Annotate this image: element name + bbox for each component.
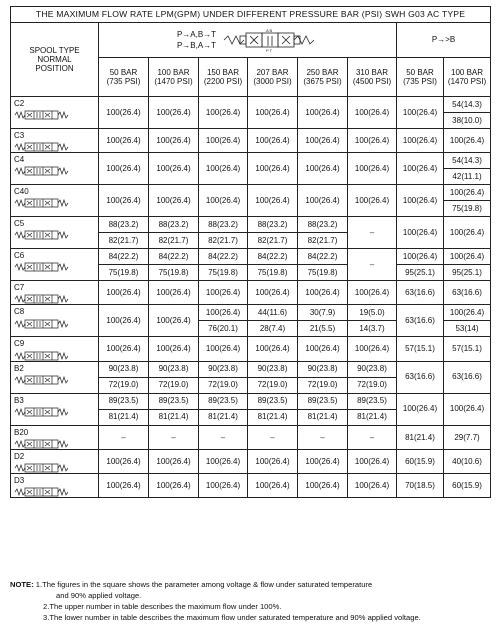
spool-cell (11, 425, 99, 449)
spool-code: C4 (14, 155, 25, 165)
flow-cell-lower: 75(19.8) (444, 201, 491, 217)
flow-cell-upper: 88(23.2) (99, 217, 149, 233)
table-title: THE MAXIMUM FLOW RATE LPM(GPM) UNDER DIFFERENT PRESSURE BAR (PSI) SWH G03 AC TYPE (11, 7, 491, 23)
pressure-header: 100 BAR (1470 PSI) (444, 58, 491, 97)
flow-cell-lower: 72(19.0) (348, 377, 397, 393)
flow-cell-upper: 90(23.8) (248, 361, 298, 377)
flow-cell-upper: 84(22.2) (99, 249, 149, 265)
flow-cell: 63(16.6) (397, 305, 444, 337)
spool-cell (11, 153, 99, 185)
flow-cell: 100(26.4) (248, 129, 298, 153)
flow-cell: 100(26.4) (199, 185, 248, 217)
flow-cell: 100(26.4) (298, 337, 348, 361)
flow-cell: 100(26.4) (348, 281, 397, 305)
flow-cell-lower: 75(19.8) (298, 265, 348, 281)
flow-cell: 100(26.4) (397, 97, 444, 129)
flow-cell: 100(26.4) (348, 185, 397, 217)
flow-cell: 100(26.4) (248, 281, 298, 305)
note-1b: and 90% applied voltage. (56, 591, 142, 600)
flow-cell: 100(26.4) (397, 153, 444, 185)
table-row (11, 185, 491, 201)
spool-cell (11, 305, 99, 337)
flow-cell: – (149, 425, 199, 449)
sym-c3-icon (14, 141, 72, 152)
flow-cell-lower: 53(14) (444, 321, 491, 337)
flow-cell: 100(26.4) (199, 473, 248, 497)
flow-cell: 100(26.4) (248, 153, 298, 185)
spool-cell (11, 449, 99, 473)
flow-cell: 57(15.1) (444, 337, 491, 361)
pressure-header: 150 BAR (2200 PSI) (199, 58, 248, 97)
flow-cell: 100(26.4) (298, 129, 348, 153)
flow-cell-upper: 88(23.2) (248, 217, 298, 233)
svg-text:A B: A B (266, 28, 273, 33)
note-1a: 1.The figures in the square shows the parameter among voltage & flow under saturated temperature (35, 580, 373, 589)
flow-cell: – (199, 425, 248, 449)
flow-cell: 100(26.4) (99, 129, 149, 153)
flow-cell-lower: 21(5.5) (298, 321, 348, 337)
pressure-header: 310 BAR (4500 PSI) (348, 58, 397, 97)
flow-cell: 100(26.4) (348, 129, 397, 153)
spool-code: D3 (14, 475, 25, 485)
flow-cell-upper: 89(23.5) (348, 393, 397, 409)
flow-cell-upper: 84(22.2) (298, 249, 348, 265)
flow-cell: 100(26.4) (444, 129, 491, 153)
spool-cell (11, 97, 99, 129)
table-row (11, 217, 491, 233)
flow-cell-upper: 44(11.6) (248, 305, 298, 321)
valve-symbol-icon (222, 27, 318, 53)
table-row (11, 305, 491, 321)
flow-cell: 100(26.4) (99, 281, 149, 305)
flow-cell-lower: 38(10.0) (444, 113, 491, 129)
svg-text:P T: P T (266, 48, 273, 53)
flow-cell-upper: 100(26.4) (199, 305, 248, 321)
flow-cell: 100(26.4) (149, 153, 199, 185)
flow-cell: 100(26.4) (397, 217, 444, 249)
spool-code: C5 (14, 219, 25, 229)
sym-c6-icon (14, 261, 72, 272)
flow-cell-lower: 72(19.0) (248, 377, 298, 393)
spool-cell (11, 361, 99, 393)
spool-code: D2 (14, 451, 25, 461)
flow-cell: – (248, 425, 298, 449)
flow-cell-lower: 82(21.7) (248, 233, 298, 249)
flow-cell: 100(26.4) (99, 337, 149, 361)
sym-d2-icon (14, 462, 72, 473)
pressure-header: 50 BAR (735 PSI) (397, 58, 444, 97)
flow-cell-upper: 89(23.5) (298, 393, 348, 409)
pressure-header: 50 BAR (735 PSI) (99, 58, 149, 97)
flow-cell: 100(26.4) (397, 185, 444, 217)
flow-cell-lower: 82(21.7) (298, 233, 348, 249)
flow-cell: 100(26.4) (99, 185, 149, 217)
flow-cell: 100(26.4) (149, 305, 199, 337)
flow-cell: 63(16.6) (397, 361, 444, 393)
flow-cell-lower: 82(21.7) (149, 233, 199, 249)
flow-cell-lower: 75(19.8) (248, 265, 298, 281)
spool-cell (11, 393, 99, 425)
flow-cell: 40(10.6) (444, 449, 491, 473)
flow-cell-upper: 84(22.2) (248, 249, 298, 265)
flow-cell-upper: 88(23.2) (298, 217, 348, 233)
flow-cell-lower: 14(3.7) (348, 321, 397, 337)
flow-cell: 100(26.4) (444, 393, 491, 425)
flow-cell-lower: 28(7.4) (248, 321, 298, 337)
flow-cell: 100(26.4) (199, 337, 248, 361)
flow-cell: 81(21.4) (397, 425, 444, 449)
flow-cell: 63(16.6) (444, 361, 491, 393)
flow-cell-upper: 54(14.3) (444, 97, 491, 113)
flow-cell: 100(26.4) (248, 97, 298, 129)
flow-cell: 100(26.4) (248, 449, 298, 473)
flow-cell: 100(26.4) (199, 153, 248, 185)
flow-cell: 100(26.4) (199, 97, 248, 129)
flow-cell: 100(26.4) (298, 281, 348, 305)
flow-cell-lower: 81(21.4) (149, 409, 199, 425)
sym-d3-icon (14, 486, 72, 497)
flow-cell-upper: 90(23.8) (149, 361, 199, 377)
flow-cell: 100(26.4) (149, 449, 199, 473)
spool-code: C3 (14, 131, 25, 140)
flow-cell-lower: 82(21.7) (199, 233, 248, 249)
flow-cell: 100(26.4) (199, 281, 248, 305)
flow-cell: 63(16.6) (397, 281, 444, 305)
sym-b2-icon (14, 374, 72, 385)
sym-c8-icon (14, 318, 72, 329)
flow-cell: 100(26.4) (348, 449, 397, 473)
flow-cell-upper: 89(23.5) (248, 393, 298, 409)
flow-cell-lower: 42(11.1) (444, 169, 491, 185)
spool-code: B20 (14, 427, 29, 437)
spool-cell (11, 217, 99, 249)
flow-cell-upper: 88(23.2) (149, 217, 199, 233)
flow-cell-upper: 88(23.2) (199, 217, 248, 233)
flow-cell: 100(26.4) (444, 217, 491, 249)
flow-cell: – (348, 425, 397, 449)
sym-c7-icon (14, 293, 72, 304)
flow-cell-lower: 95(25.1) (444, 265, 491, 281)
flow-cell: 100(26.4) (99, 305, 149, 337)
flow-path-header: P→A,B→T P→B,A→T A B P T (99, 23, 397, 58)
flow-cell: – (348, 249, 397, 281)
flow-cell-lower: 72(19.0) (298, 377, 348, 393)
flow-cell-lower: 82(21.7) (99, 233, 149, 249)
flow-cell: 100(26.4) (99, 449, 149, 473)
spool-cell (11, 129, 99, 153)
flow-cell: 100(26.4) (149, 185, 199, 217)
sym-b20-icon (14, 438, 72, 449)
spool-code: C9 (14, 339, 25, 349)
flow-cell-upper: 84(22.2) (149, 249, 199, 265)
flow-cell-lower: 81(21.4) (248, 409, 298, 425)
sym-c2-icon (14, 109, 72, 120)
flow-cell: 100(26.4) (149, 281, 199, 305)
spool-cell (11, 473, 99, 497)
flow-cell: – (348, 217, 397, 249)
sym-c9-icon (14, 350, 72, 361)
flow-cell-upper: 89(23.5) (199, 393, 248, 409)
spool-cell (11, 337, 99, 361)
flow-cell-upper: 19(5.0) (348, 305, 397, 321)
flow-cell-lower: 81(21.4) (99, 409, 149, 425)
flow-cell: 100(26.4) (149, 129, 199, 153)
flow-cell: 100(26.4) (348, 97, 397, 129)
table-row (11, 153, 491, 169)
flow-cell-upper: 100(26.4) (397, 249, 444, 265)
flow-cell-lower: 76(20.1) (199, 321, 248, 337)
flow-cell-upper: 90(23.8) (99, 361, 149, 377)
flow-cell: 100(26.4) (199, 449, 248, 473)
sym-b3-icon (14, 406, 72, 417)
table-row (11, 361, 491, 377)
flow-cell-lower: 81(21.4) (348, 409, 397, 425)
flow-cell: 60(15.9) (444, 473, 491, 497)
flow-cell: – (99, 425, 149, 449)
flow-cell: 100(26.4) (348, 473, 397, 497)
flow-cell-lower: 75(19.8) (199, 265, 248, 281)
flow-cell: 100(26.4) (149, 97, 199, 129)
flow-cell: 57(15.1) (397, 337, 444, 361)
flow-cell-upper: 84(22.2) (199, 249, 248, 265)
flow-cell: 100(26.4) (348, 153, 397, 185)
flow-cell: 100(26.4) (397, 129, 444, 153)
flow-cell-lower: 81(21.4) (199, 409, 248, 425)
flow-cell: 100(26.4) (298, 473, 348, 497)
spool-code: B3 (14, 395, 24, 405)
flow-cell-lower: 81(21.4) (298, 409, 348, 425)
flow-cell-upper: 100(26.4) (444, 185, 491, 201)
flow-cell-lower: 75(19.8) (149, 265, 199, 281)
flow-rate-table (10, 6, 491, 498)
flow-cell: 100(26.4) (99, 153, 149, 185)
pressure-header: 250 BAR (3675 PSI) (298, 58, 348, 97)
flow-cell: 100(26.4) (248, 185, 298, 217)
flow-cell: 100(26.4) (298, 153, 348, 185)
spool-code: C2 (14, 99, 25, 108)
table-row (11, 393, 491, 409)
sym-c40-icon (14, 197, 72, 208)
flow-cell: 100(26.4) (298, 185, 348, 217)
flow-cell-upper: 90(23.8) (199, 361, 248, 377)
sym-c4-icon (14, 165, 72, 176)
pressure-header: 207 BAR (3000 PSI) (248, 58, 298, 97)
spool-code: C6 (14, 251, 25, 261)
flow-cell-upper: 100(26.4) (444, 305, 491, 321)
flow-cell: 100(26.4) (199, 129, 248, 153)
pressure-header: 100 BAR (1470 PSI) (149, 58, 199, 97)
sym-c5-icon (14, 229, 72, 240)
spool-cell (11, 249, 99, 281)
flow-cell: 63(16.6) (444, 281, 491, 305)
flow-cell: 100(26.4) (298, 97, 348, 129)
flow-cell-upper: 89(23.5) (149, 393, 199, 409)
spool-header: SPOOL TYPE NORMAL POSITION (11, 23, 99, 97)
flow-cell-upper: 90(23.8) (298, 361, 348, 377)
flow-cell: 29(7.7) (444, 425, 491, 449)
spool-code: C8 (14, 307, 25, 317)
flow-cell-lower: 95(25.1) (397, 265, 444, 281)
notes (10, 579, 495, 623)
flow-cell: 100(26.4) (298, 449, 348, 473)
flow-cell-lower: 72(19.0) (149, 377, 199, 393)
table-row (11, 249, 491, 265)
flow-cell: 100(26.4) (348, 337, 397, 361)
flow-cell: 100(26.4) (248, 473, 298, 497)
spool-code: C40 (14, 187, 29, 197)
flow-cell: 100(26.4) (149, 473, 199, 497)
flow-cell-lower: 72(19.0) (99, 377, 149, 393)
flow-cell-lower: 72(19.0) (199, 377, 248, 393)
flow-cell-upper: 90(23.8) (348, 361, 397, 377)
notes-label: NOTE: (10, 580, 34, 589)
flow-cell-upper: 30(7.9) (298, 305, 348, 321)
note-3: 3.The lower number in table describes the maximum flow under saturated temperature and 90% applied voltage. (43, 613, 421, 622)
flow-cell-lower: 75(19.8) (99, 265, 149, 281)
flow-cell-upper: 89(23.5) (99, 393, 149, 409)
flow-cell: 100(26.4) (397, 393, 444, 425)
table-row (11, 97, 491, 113)
note-2: 2.The upper number in table describes the maximum flow under 100%. (43, 602, 282, 611)
flow-cell: 100(26.4) (149, 337, 199, 361)
flow-cell: 100(26.4) (99, 97, 149, 129)
flow-cell: 100(26.4) (248, 337, 298, 361)
pb-header: P→>B (397, 23, 491, 58)
spool-cell (11, 185, 99, 217)
spool-code: B2 (14, 363, 24, 373)
flow-cell: 60(15.9) (397, 449, 444, 473)
flow-cell-upper: 100(26.4) (444, 249, 491, 265)
flow-cell: 100(26.4) (99, 473, 149, 497)
flow-cell: – (298, 425, 348, 449)
spool-cell (11, 281, 99, 305)
flow-cell: 70(18.5) (397, 473, 444, 497)
spool-code: C7 (14, 283, 25, 293)
flow-cell-upper: 54(14.3) (444, 153, 491, 169)
